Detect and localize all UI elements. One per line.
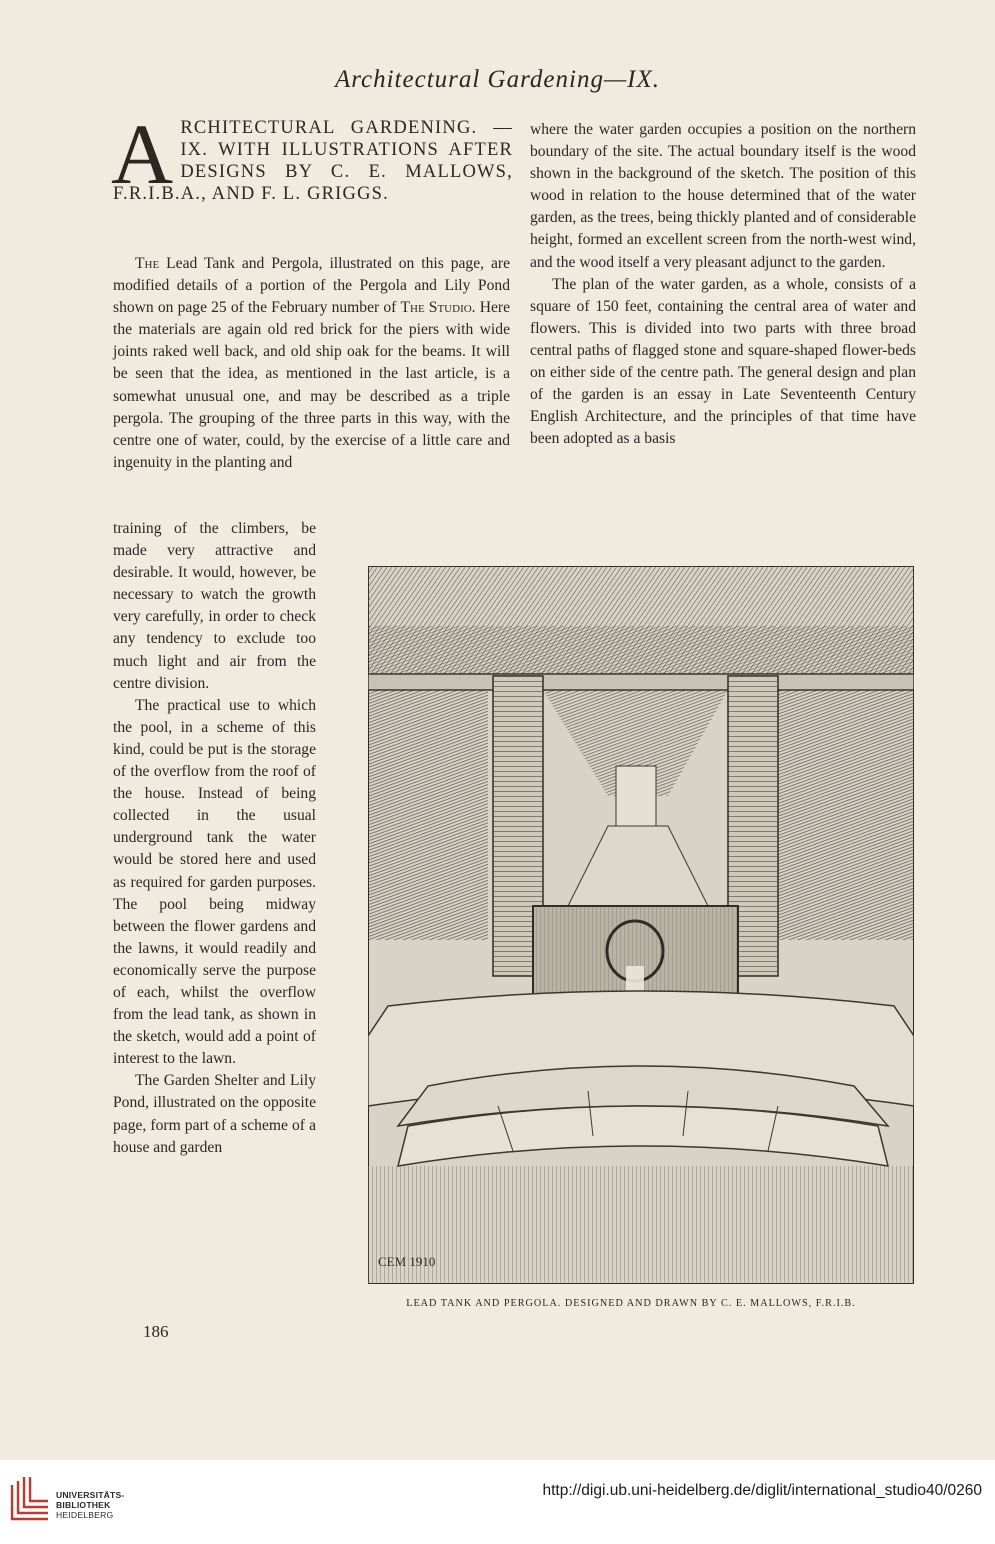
magazine-name: The Studio. xyxy=(400,299,476,317)
paragraph-continued: training of the climbers, be made very attractive and desirable. It would, however, be necessary to watch the growth very carefully, in order to check any tendency to exclude too much light and air from the centre division. xyxy=(113,520,316,692)
paragraph-continued: where the water garden occupies a position on the northern boundary of the site. The actual boundary itself is the wood shown in the background of the sketch. The position of this wood in relation to the house determined that of the water garden, as the trees, being thickly planted and of considerable height, formed an excellent screen from the north-west wind, and the wood itself a very pleasant adjunct to the garden. xyxy=(530,121,916,271)
paragraph: The Garden Shelter and Lily Pond, illustrated on the opposite page, form part of a scheme of a house and garden xyxy=(113,1072,316,1156)
heading-text: RCHITECTURAL GARDENING. —IX. WITH ILLUSTRATIONS AFTER DESIGNS BY C. E. MALLOWS, F.R.I.B.A., AND F. L. GRIGGS. xyxy=(113,118,513,204)
library-name: UNIVERSITÄTS- BIBLIOTHEK HEIDELBERG xyxy=(56,1490,125,1520)
library-logo-icon xyxy=(8,1475,52,1525)
far-pergola-opening xyxy=(616,766,656,826)
lead-word: The xyxy=(135,255,160,272)
pergola-illustration xyxy=(368,566,914,1284)
artist-signature: CEM 1910 xyxy=(378,1254,436,1269)
left-column-narrow xyxy=(113,518,316,1159)
running-head: Architectural Gardening—IX. xyxy=(334,66,661,93)
illustration-caption: LEAD TANK AND PERGOLA. DESIGNED AND DRAWN BY C. E. MALLOWS, F.R.I.B. xyxy=(406,1298,856,1309)
paragraph: The Lead Tank and Pergola, illustrated on this page, are modified details of a portion of the Pergola and Lily Pond shown on page 25 of the February number of The Studio. Here the materials are again old red brick for the piers with wide joints raked well back, and old ship oak for the beams. It will be seen that the idea, as mentioned in the last article, is a somewhat unusual one, and may be described as a triple pergola. The grouping of the three parts in this way, with the centre one of water, could, by the exercise of a little care and ingenuity in the planting and xyxy=(113,255,511,471)
drop-cap: A xyxy=(111,106,175,202)
oak-beam xyxy=(368,674,914,690)
paragraph: The plan of the water garden, as a whole, consists of a square of 150 feet, containing the central area of water and flowers. This is divided into two parts with three broad central paths of flagged stone and square-shaped flower-beds on either side of the centre path. The general design and plan of the garden is an essay in Late Seventeenth Century English Architecture, and the principles of that time have been adopted as a basis xyxy=(530,275,916,448)
page-number: 186 xyxy=(143,1322,169,1341)
source-url-link[interactable]: http://digi.ub.uni-heidelberg.de/diglit/international_studio40/0260 xyxy=(542,1482,982,1499)
right-wall xyxy=(778,690,914,940)
left-column-top xyxy=(113,253,510,474)
digitization-footer xyxy=(0,1460,995,1544)
lawn xyxy=(368,1166,914,1284)
right-column xyxy=(530,119,916,450)
left-wall xyxy=(368,690,488,940)
paragraph: The practical use to which the pool, in a scheme of this kind, could be put is the storage of the overflow from the roof of the house. Instead of being collected in the usual underground tank the water would be stored here and used as required for garden purposes. The pool being midway between the flower gardens and the lawns, it would readily and economically serve the purpose of each, whilst the overflow from the lead tank, as shown in the sketch, would add a point of interest to the lawn. xyxy=(113,696,316,1068)
article-heading xyxy=(111,106,513,205)
